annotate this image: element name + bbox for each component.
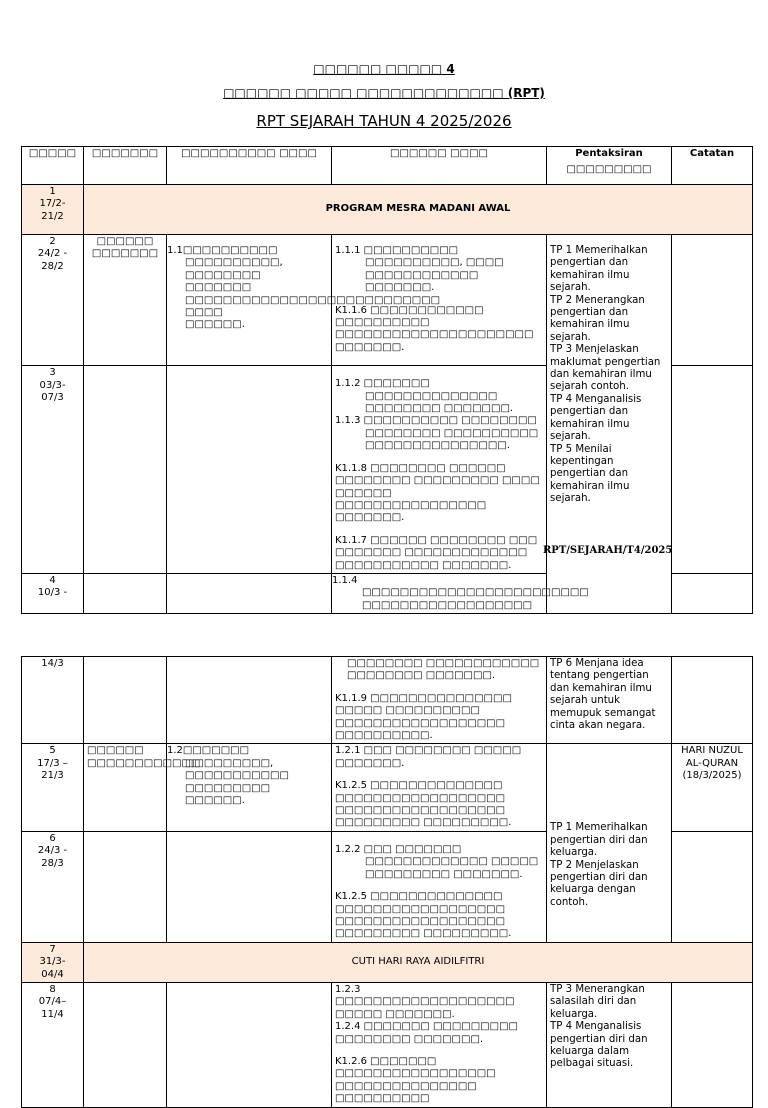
week8-sp2: 1.2.4 □□□□□□□ □□□□□□□□□ □□□□□□□□ □□□□□□□. xyxy=(335,1021,518,1045)
week8-sp1: 1.2.3 □□□□□□□□□□□□□□□□□□□ □□□□□ □□□□□□□. xyxy=(335,983,515,1020)
week2-standard-kandungan: 1.1□□□□□□□□□□ □□□□□□□□□□, □□□□□□□□ □□□□□□□ □□□□□□□□□□□□□□□□□□□□□□□□□□□ □□□□ □□□□□□. xyxy=(167,235,332,366)
week3-sp2: 1.1.3 □□□□□□□□□□ □□□□□□□□ □□□□□□□□ □□□□□□□□□□ □□□□□□□□□□□□□□□. xyxy=(335,415,539,452)
week4-tema xyxy=(84,573,167,613)
pentaksiran-tp3-tp4: TP 3 Menerangkan salasilah diri dan keluarga. TP 4 Menganalisis pengertian diri dan keluarga dalam pelbagai situasi. xyxy=(547,982,672,1107)
week5-standard-kandungan: 1.2□□□□□□□ □□□□□□□□□, □□□□□□□□□□□ □□□□□□□□□ □□□□□□. xyxy=(167,744,332,831)
table-row-week2 xyxy=(22,235,753,366)
week2-sp2: K1.1.6 □□□□□□□□□□□□ □□□□□□□□□□ □□□□□□□□□□□□□□□□□□□□□ □□□□□□□. xyxy=(335,304,534,353)
week2-sp1: 1.1.1 □□□□□□□□□□ □□□□□□□□□□, □□□□ □□□□□□□□□□□□ □□□□□□□. xyxy=(335,245,504,294)
week3-standard-pembelajaran xyxy=(332,366,547,574)
week4-minggu: 4 10/3 - xyxy=(22,573,84,613)
week5-standard-pembelajaran xyxy=(332,744,547,831)
week2-tema: □□□□□□ □□□□□□□ xyxy=(84,235,167,366)
header-pentaksiran xyxy=(547,147,672,185)
week6-sp2: K1.2.5 □□□□□□□□□□□□□□ □□□□□□□□□□□□□□□□□□ □□□□□□□□□□□□□□□□□□ □□□□□□□□□ □□□□□□□□□. xyxy=(335,891,512,940)
week1-band: PROGRAM MESRA MADANI AWAL xyxy=(84,185,753,235)
week2-minggu: 2 24/2 - 28/2 xyxy=(22,235,84,366)
week4-sp1: 1.1.4 □□□□□□□□□□□□□□□□□□□□□□□□ □□□□□□□□□□□□□□□□□□ xyxy=(332,573,547,613)
table-header-row xyxy=(22,147,753,185)
week3-sp3: K1.1.8 □□□□□□□□ □□□□□□ □□□□□□□□ □□□□□□□□□ □□□□ □□□□□□ □□□□□□□□□□□□□□□□ □□□□□□□. xyxy=(335,462,540,524)
week6-standard-kandungan xyxy=(167,831,332,942)
header-catatan: Catatan xyxy=(672,147,753,185)
week2-catatan xyxy=(672,235,753,366)
week3-sp1: 1.1.2 □□□□□□□ □□□□□□□□□□□□□□ □□□□□□□□ □□□□□□□. xyxy=(335,378,514,415)
rpt-table-page2 xyxy=(21,656,753,1108)
week5-catatan: HARI NUZUL AL-QURAN (18/3/2025) xyxy=(672,744,753,831)
week3-minggu: 3 03/3- 07/3 xyxy=(22,366,84,574)
week6-sp1: 1.2.2 □□□ □□□□□□□ □□□□□□□□□□□□□ □□□□□ □□□□□□□□□ □□□□□□□. xyxy=(335,843,539,880)
header-pentaksiran-label: Pentaksiran xyxy=(575,148,643,159)
table-row-week7 xyxy=(22,942,753,982)
header-standard-pembelajaran: □□□□□□ □□□□ xyxy=(332,147,547,185)
week8-standard-pembelajaran xyxy=(332,982,547,1107)
week4-catatan xyxy=(672,573,753,613)
header-pentaksiran-sub: □□□□□□□□□ xyxy=(566,164,652,176)
table-row-week1 xyxy=(22,185,753,235)
header-tema: □□□□□□□ xyxy=(84,147,167,185)
week4-cont-minggu: 14/3 xyxy=(22,657,84,744)
week5-sp1: 1.2.1 □□□ □□□□□□□□ □□□□□ □□□□□□□. xyxy=(335,745,522,769)
week8-catatan xyxy=(672,982,753,1107)
week4-standard-kandungan xyxy=(167,573,332,613)
week3-sp4: K1.1.7 □□□□□□ □□□□□□□□ □□□ □□□□□□□ □□□□□□□□□□□□□ □□□□□□□□□□□ □□□□□□□. xyxy=(335,534,538,571)
rpt-table-page1 xyxy=(21,146,753,614)
week3-tema xyxy=(84,366,167,574)
pentaksiran-tp1-tp5: TP 1 Memerihalkan pengertian dan kemahiran ilmu sejarah. TP 2 Menerangkan pengertian dan kemahiran ilmu sejarah. TP 3 Menjelaskan maklumat pengertian dan kemahiran ilmu sejarah contoh. TP 4 Menganalisis pengertian dan kemahiran ilmu sejarah. TP 5 Menilai kepentingan pengertian dan kemahiran ilmu sejarah. xyxy=(547,235,672,614)
doc-title-line1: □□□□□□ □□□□□ 4 xyxy=(313,62,455,76)
week6-minggu: 6 24/3 - 28/3 xyxy=(22,831,84,942)
doc-title-line2: □□□□□□ □□□□□ □□□□□□□□□□□□□ (RPT) xyxy=(223,86,545,100)
week3-catatan xyxy=(672,366,753,574)
week5-minggu: 5 17/3 – 21/3 xyxy=(22,744,84,831)
pentaksiran-tp6: TP 6 Menjana idea tentang pengertian dan kemahiran ilmu sejarah untuk memupuk semangat cinta akan negara. xyxy=(547,657,672,744)
table-row-week4-cont xyxy=(22,657,753,744)
week4-cont-sp1: □□□□□□□□ □□□□□□□□□□□□ □□□□□□□□ □□□□□□□. xyxy=(347,658,540,682)
week5-tema: □□□□□□ □□□□□□□□□□□□ xyxy=(84,744,167,831)
week7-minggu: 7 31/3- 04/4 xyxy=(22,942,84,982)
week7-band: CUTI HARI RAYA AIDILFITRI xyxy=(84,942,753,982)
week8-sp3: K1.2.6 □□□□□□□ □□□□□□□□□□□□□□□□□ □□□□□□□□□□□□□□□ □□□□□□□□□□ xyxy=(335,1055,496,1105)
week1-minggu: 1 17/2- 21/2 xyxy=(22,185,84,235)
week6-standard-pembelajaran xyxy=(332,831,547,942)
table-row-week5 xyxy=(22,744,753,831)
header-minggu: □□□□□ xyxy=(22,147,84,185)
week8-minggu: 8 07/4– 11/4 xyxy=(22,982,84,1107)
week4-cont-standard-pembelajaran xyxy=(332,657,547,744)
doc-title-main: RPT SEJARAH TAHUN 4 2025/2026 xyxy=(256,112,512,130)
week4-cont-sp2: K1.1.9 □□□□□□□□□□□□□□□ □□□□□ □□□□□□□□□□ □□□□□□□□□□□□□□□□□□ □□□□□□□□□□. xyxy=(335,692,512,742)
week8-tema xyxy=(84,982,167,1107)
pentaksiran-tp1-tp2: TP 1 Memerihalkan pengertian diri dan keluarga. TP 2 Menjelaskan pengertian diri dan keluarga dengan contoh. xyxy=(547,744,672,942)
page-footer-code: RPT/SEJARAH/T4/2025 xyxy=(543,545,673,556)
week3-standard-kandungan xyxy=(167,366,332,574)
week6-tema xyxy=(84,831,167,942)
week4-cont-catatan xyxy=(672,657,753,744)
week8-standard-kandungan xyxy=(167,982,332,1107)
week5-sp2: K1.2.5 □□□□□□□□□□□□□□ □□□□□□□□□□□□□□□□□□ □□□□□□□□□□□□□□□□□□ □□□□□□□□□ □□□□□□□□□. xyxy=(335,780,512,829)
week4-cont-standard-kandungan xyxy=(167,657,332,744)
header-standard-kandungan: □□□□□□□□□□ □□□□ xyxy=(167,147,332,185)
table-row-week8 xyxy=(22,982,753,1107)
week6-catatan xyxy=(672,831,753,942)
week4-cont-tema xyxy=(84,657,167,744)
